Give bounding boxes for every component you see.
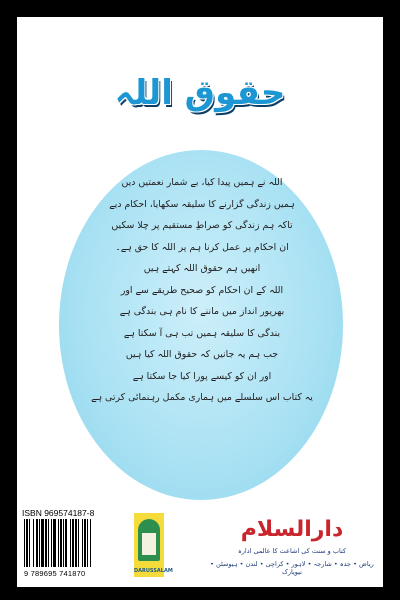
barcode-stripe (41, 519, 44, 567)
blurb-line: ان احکام پر عمل کرنا ہم پر اللہ کا حق ہے۔ (115, 241, 289, 253)
publisher-cities: ریاض • جدہ • شارجہ • لاہور • کراچی • لندن • ہیوسٹن • نیویارک (210, 560, 374, 576)
barcode-stripe (87, 519, 88, 567)
blurb-text (89, 172, 315, 409)
back-cover (17, 17, 383, 587)
barcode-stripe (70, 519, 71, 567)
barcode-stripe (39, 519, 40, 567)
barcode-stripe (33, 519, 34, 567)
barcode-stripe (82, 519, 83, 567)
barcode-stripe (58, 519, 59, 567)
barcode-stripe (60, 519, 62, 567)
barcode-stripe (36, 519, 38, 567)
publisher-logo (134, 513, 173, 577)
blurb-line: تاکہ ہم زندگی کو صراطِ مستقیم پر چلا سکیں (111, 220, 293, 231)
barcode-stripe (51, 519, 52, 567)
barcode-bars (23, 519, 121, 567)
barcode-stripe (72, 519, 74, 567)
barcode-stripe (48, 519, 49, 567)
barcode-stripe (26, 519, 28, 567)
blurb-line: اور ان کو کیسے پورا کیا جا سکتا ہے (132, 370, 272, 382)
barcode-stripe (84, 519, 86, 567)
barcode-stripe (65, 519, 67, 567)
isbn-text: ISBN 969574187-8 (22, 508, 95, 518)
barcode-stripe (24, 519, 25, 567)
publisher-name: دارالسلام (240, 517, 344, 542)
blurb-line: جب ہم یہ جانیں کہ حقوق اللہ کیا ہیں (125, 349, 279, 360)
barcode (22, 508, 122, 581)
blurb-line: بھرپور انداز میں ماننے کا نام ہی بندگی ہے (119, 306, 285, 317)
blurb-line: اللہ کے ان احکام کو صحیح طریقے سے اور (120, 284, 284, 296)
book-title: حقوق اللہ (114, 73, 286, 113)
blurb-line: یہ کتاب اس سلسلے میں ہماری مکمل رہنمائی کرتی ہے (91, 392, 313, 403)
barcode-stripe (75, 519, 77, 567)
barcode-number: 9 789695 741870 (24, 569, 86, 578)
barcode-stripe (45, 519, 47, 567)
barcode-stripe (53, 519, 56, 567)
barcode-stripe (78, 519, 79, 567)
blurb-line: بندگی کا سلیقہ ہمیں تب ہی آ سکتا ہے (123, 327, 281, 339)
logo-book-icon (142, 533, 156, 555)
logo-text: DARUSSALAM (134, 568, 173, 574)
barcode-stripe (29, 519, 30, 567)
blurb-line: اللہ نے ہمیں پیدا کیا، بے شمار نعمتیں دیں (121, 177, 283, 188)
publisher-tagline: کتاب و سنت کی اشاعت کا عالمی ادارہ (237, 547, 347, 555)
blurb-line: ہمیں زندگی گزارنے کا سلیقہ سکھایا، احکام دیے (109, 198, 295, 210)
blurb-line: انھیں ہم حقوق اللہ کہتے ہیں (143, 263, 261, 274)
barcode-stripe (63, 519, 64, 567)
barcode-stripe (90, 519, 91, 567)
